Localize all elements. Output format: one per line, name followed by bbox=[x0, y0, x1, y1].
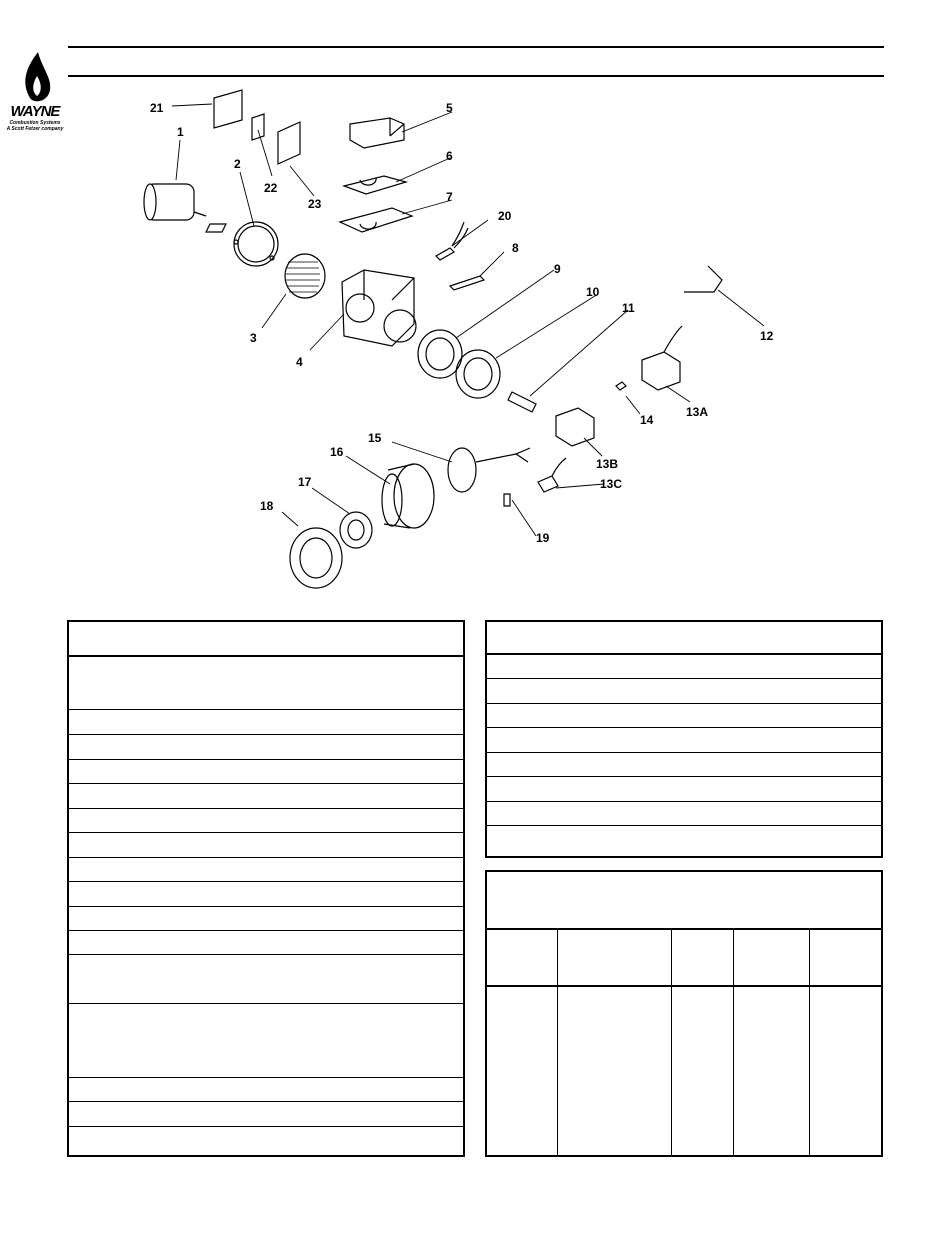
parts-list-table-left bbox=[67, 620, 465, 1157]
part-fuel-pump-13a bbox=[642, 326, 682, 390]
table-row bbox=[487, 655, 881, 679]
table-row bbox=[69, 735, 463, 760]
specification-table bbox=[485, 870, 883, 1157]
table-row bbox=[69, 955, 463, 1004]
callout-5: 5 bbox=[446, 101, 453, 115]
table-row bbox=[69, 1078, 463, 1102]
part-nozzle-assembly bbox=[448, 448, 530, 492]
header-rule-top bbox=[68, 46, 884, 48]
table-row bbox=[69, 657, 463, 710]
callout-13b: 13B bbox=[596, 457, 619, 471]
callout-9: 9 bbox=[554, 262, 561, 276]
logo-tagline-line2: A Scott Fetzer company bbox=[6, 126, 64, 132]
table-row bbox=[69, 931, 463, 955]
column-divider bbox=[671, 930, 672, 1155]
logo-tagline bbox=[4, 120, 66, 132]
part-gasket bbox=[344, 176, 406, 194]
logo-tagline-line1: Combustion Systems bbox=[9, 120, 61, 126]
part-fuel-pump-13b bbox=[556, 408, 594, 446]
part-base-plate bbox=[340, 208, 412, 232]
callout-23: 23 bbox=[308, 197, 322, 211]
part-blower-wheel bbox=[285, 254, 325, 298]
part-flange bbox=[340, 512, 372, 548]
table-row bbox=[69, 710, 463, 735]
table-row bbox=[69, 809, 463, 833]
part-oil-line bbox=[684, 266, 722, 292]
part-air-shutter bbox=[456, 350, 500, 398]
parts-list-table-right bbox=[485, 620, 883, 858]
part-plug bbox=[504, 494, 510, 506]
table-row bbox=[487, 753, 881, 777]
table-row bbox=[69, 760, 463, 784]
part-mounting-gasket bbox=[290, 528, 342, 588]
table-row bbox=[69, 907, 463, 931]
callout-12: 12 bbox=[760, 329, 774, 343]
callout-18: 18 bbox=[260, 499, 274, 513]
table-row bbox=[69, 882, 463, 907]
callout-17: 17 bbox=[298, 475, 312, 489]
callout-10: 10 bbox=[586, 285, 600, 299]
callout-19: 19 bbox=[536, 531, 550, 545]
table-row bbox=[487, 728, 881, 753]
callout-3: 3 bbox=[250, 331, 257, 345]
callout-4: 4 bbox=[296, 355, 303, 369]
callout-21: 21 bbox=[150, 101, 164, 115]
part-fitting bbox=[616, 382, 626, 390]
callout-16: 16 bbox=[330, 445, 344, 459]
callout-20: 20 bbox=[498, 209, 512, 223]
table-row bbox=[487, 802, 881, 826]
table-header-row bbox=[487, 930, 881, 987]
callout-7: 7 bbox=[446, 190, 453, 204]
callout-22: 22 bbox=[264, 181, 278, 195]
part-solenoid-13c bbox=[538, 458, 566, 492]
table-row bbox=[69, 784, 463, 809]
table-row bbox=[69, 833, 463, 858]
part-mounting-plate bbox=[234, 222, 278, 266]
table-row bbox=[69, 858, 463, 882]
callout-13a: 13A bbox=[686, 405, 709, 419]
callout-11: 11 bbox=[622, 301, 635, 315]
callout-1: 1 bbox=[177, 125, 184, 139]
part-air-tube bbox=[382, 464, 434, 528]
callout-2: 2 bbox=[234, 157, 241, 171]
part-motor bbox=[144, 184, 226, 232]
column-divider bbox=[809, 930, 810, 1155]
part-burner-housing bbox=[342, 270, 416, 346]
table-header-row bbox=[487, 622, 881, 655]
burner-exploded-diagram bbox=[100, 80, 820, 600]
table-row bbox=[69, 1004, 463, 1078]
callout-8: 8 bbox=[512, 241, 519, 255]
table-row bbox=[487, 777, 881, 802]
leader-lines bbox=[172, 104, 764, 536]
part-bracket bbox=[450, 276, 484, 290]
part-air-band bbox=[418, 330, 462, 378]
wayne-flame-logo bbox=[4, 50, 66, 150]
callout-6: 6 bbox=[446, 149, 453, 163]
table-row bbox=[487, 704, 881, 728]
callout-15: 15 bbox=[368, 431, 382, 445]
callout-13c: 13C bbox=[600, 477, 623, 491]
table-row bbox=[69, 1102, 463, 1127]
part-igniter bbox=[350, 118, 404, 148]
column-divider bbox=[733, 930, 734, 1155]
column-divider bbox=[557, 930, 558, 1155]
part-photocell bbox=[436, 222, 468, 260]
part-brackets bbox=[214, 90, 300, 164]
callout-14: 14 bbox=[640, 413, 654, 427]
table-title-row bbox=[487, 872, 881, 930]
table-row bbox=[487, 679, 881, 704]
header-rule-bottom bbox=[68, 75, 884, 77]
table-header-row bbox=[69, 622, 463, 657]
logo-wordmark: WAYNE bbox=[10, 103, 60, 120]
